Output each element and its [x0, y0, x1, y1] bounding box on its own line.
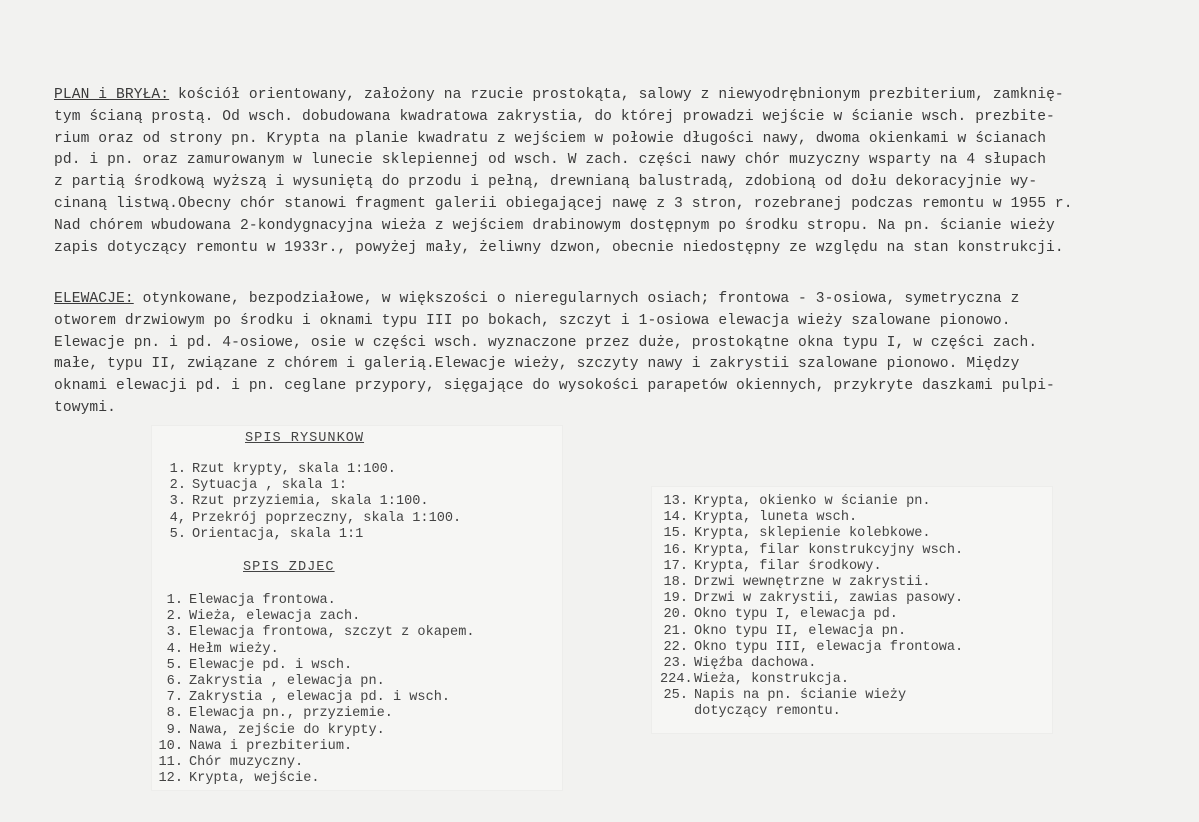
list-item [660, 704, 963, 720]
plan-text: pd. i pn. oraz zamurowanym w lunecie sklepiennej od wsch. W zach. części nawy chór muzyczny wsparty na 4 słupach [54, 152, 1047, 169]
list-item-text: Krypta, filar konstrukcyjny wsch. [694, 542, 964, 558]
list-item [158, 511, 461, 527]
list-item [155, 609, 475, 625]
list-item [155, 625, 475, 641]
list-item-number: 23. [663, 655, 688, 671]
list-item-text: Drzwi w zakrystii, zawias pasowy. [694, 591, 964, 607]
list-item-number: 25. [663, 688, 688, 704]
list-item [158, 478, 461, 494]
list-item-text: Krypta, filar środkowy. [694, 558, 882, 574]
elewacje-line [54, 311, 1184, 333]
list-item-number: 10. [158, 738, 183, 754]
plan-line [54, 129, 1184, 151]
plan-text: zapis dotyczący remontu w 1933r., powyżej mały, żeliwny dzwon, obecnie niedostępny ze względu na stan konstrukcji. [54, 239, 1064, 256]
elewacje-heading: ELEWACJE: [54, 291, 134, 307]
list-item-number: 4, [169, 510, 186, 526]
list-item [660, 624, 963, 640]
list-item [155, 755, 475, 771]
list-item-text: Orientacja, skala 1:1 [192, 526, 364, 542]
list-item-text: Przekrój poprzeczny, skala 1:100. [192, 510, 462, 526]
list-item-number: 13. [663, 494, 688, 509]
list-item-number: 1. [166, 593, 183, 608]
list-item [155, 690, 475, 706]
plan-line [54, 216, 1184, 238]
list-item-text: Okno typu III, elewacja frontowa. [694, 639, 964, 655]
list-item [155, 723, 475, 739]
list-item-number: 9. [166, 722, 183, 738]
elewacje-line [54, 354, 1184, 376]
list-item [660, 672, 963, 688]
list-item [660, 591, 963, 607]
elewacje-line [54, 398, 1184, 420]
elewacje-line [54, 376, 1184, 398]
list-item-number: 5. [166, 657, 183, 673]
list-item-text: Elewacja frontowa, szczyt z okapem. [189, 625, 475, 641]
plan-line [54, 85, 1184, 107]
list-item-text: Nawa i prezbiterium. [189, 738, 353, 754]
list-item-number: 15. [663, 526, 688, 542]
spis-zdjec-title: SPIS ZDJEC [243, 560, 335, 575]
plan-line [54, 172, 1184, 194]
plan-line [54, 107, 1184, 129]
list-item-number: 20. [663, 607, 688, 623]
list-item-number: 11. [158, 754, 183, 770]
list-item [155, 771, 475, 787]
list-item-number: 21. [663, 623, 688, 639]
spis-rysunkow-title: SPIS RYSUNKOW [245, 431, 365, 446]
list-item-number: 3. [169, 494, 186, 510]
list-item-text: Rzut przyziemia, skala 1:100. [192, 494, 429, 510]
list-item [155, 593, 475, 609]
list-item [155, 642, 475, 658]
list-item [155, 658, 475, 674]
list-item [158, 462, 461, 478]
list-item [158, 494, 461, 510]
list-item-text: Sytuacja , skala 1: [192, 478, 347, 494]
plan-line [54, 238, 1184, 260]
list-item-number: 2. [166, 609, 183, 625]
list-item [660, 656, 963, 672]
list-item-number: 22. [663, 639, 688, 655]
list-item [155, 674, 475, 690]
list-item-text: Nawa, zejście do krypty. [189, 722, 385, 738]
list-item-number: 8. [166, 706, 183, 722]
plan-text: z partią środkową wyższą i wysuniętą do przodu i pełną, drewnianą balustradą, zdobioną od dołu dekoracyjnie wy- [54, 174, 1038, 191]
list-item [660, 543, 963, 559]
plan-text: tym ścianą prostą. Od wsch. dobudowana kwadratowa zakrystia, do której prowadzi wejście w ścianie wsch. prezbite- [54, 108, 1055, 125]
plan-text: Nad chórem wbudowana 2-kondygnacyjna wieża z wejściem drabinowym dostępnym po środku stropu. Na pn. ścianie wieży [54, 217, 1055, 234]
elewacje-text: oknami elewacji pd. i pn. ceglane przypory, sięgające do wysokości parapetów okiennych, przykryte daszkami pulpi- [54, 378, 1055, 395]
list-item-text: Chór muzyczny. [189, 754, 304, 770]
list-item-text: Wieża, elewacja zach. [189, 609, 361, 625]
plan-paragraph [54, 85, 1184, 259]
list-item-number: 2. [169, 478, 186, 494]
list-item-text: Okno typu II, elewacja pn. [694, 623, 907, 639]
list-item-number: 1. [169, 462, 186, 477]
elewacje-line [54, 289, 1184, 311]
list-item-number: 18. [663, 574, 688, 590]
list-item-number: 7. [166, 690, 183, 706]
list-item-text: Krypta, wejście. [189, 771, 320, 787]
list-item [660, 575, 963, 591]
list-item-text: Zakrystia , elewacja pd. i wsch. [189, 690, 451, 706]
list-item-text: Wieża, konstrukcja. [694, 672, 849, 688]
elewacje-text: małe, typu II, związane z chórem i galerią.Elewacje wieży, szczyty nawy i zakrystii szalowane pionowo. Między [54, 356, 1020, 373]
list-item-number: 5. [169, 526, 186, 542]
list-item-number: 4. [166, 641, 183, 657]
list-item-text: Okno typu I, elewacja pd. [694, 607, 898, 623]
list-item-number: 16. [663, 542, 688, 558]
elewacje-text: towymi. [54, 399, 117, 416]
list-item-text: Krypta, luneta wsch. [694, 510, 858, 526]
list-item-text: dotyczący remontu. [694, 704, 841, 720]
list-item-number: 224. [660, 672, 693, 688]
list-item-text: Zakrystia , elewacja pn. [189, 673, 385, 689]
elewacje-line [54, 333, 1184, 355]
list-item-text: Elewacja pn., przyziemie. [189, 706, 393, 722]
list-item-text: Hełm wieży. [189, 641, 279, 657]
list-item-text: Rzut krypty, skala 1:100. [192, 462, 396, 477]
elewacje-text: otworem drzwiowym po środku i oknami typu III po bokach, szczyt i 1-osiowa elewacja wieży szalowane pionowo. [54, 312, 1011, 329]
plan-text: cinaną listwą.Obecny chór stanowi fragment galerii obiegającej nawę z 3 stron, rozebranej podczas remontu w 1955 r. [54, 195, 1073, 212]
plan-heading: PLAN i BRYŁA: [54, 87, 170, 103]
plan-line [54, 150, 1184, 172]
list-item-number: 14. [663, 510, 688, 526]
list-item-text: Elewacja frontowa. [189, 593, 336, 608]
list-item [660, 510, 963, 526]
list-item [155, 739, 475, 755]
list-item-text: Elewacje pd. i wsch. [189, 657, 353, 673]
list-item-text: Drzwi wewnętrzne w zakrystii. [694, 574, 931, 590]
spis-zdjec-list [155, 593, 475, 787]
spis-zdjec-list-continued [660, 494, 963, 721]
list-item-number: 3. [166, 625, 183, 641]
plan-text: kościół orientowany, założony na rzucie prostokąta, salowy z niewyodrębnionym prezbiterium, zamknię- [169, 87, 1064, 103]
list-item [660, 607, 963, 623]
list-item [660, 688, 963, 704]
list-item-number: 19. [663, 591, 688, 607]
list-item [660, 640, 963, 656]
list-item [660, 559, 963, 575]
elewacje-text: otynkowane, bezpodziałowe, w większości o nieregularnych osiach; frontowa - 3-osiowa, symetryczna z [133, 291, 1020, 307]
list-item-text: Napis na pn. ścianie wieży [694, 688, 907, 704]
spis-rysunkow-list [158, 462, 461, 543]
plan-text: rium oraz od strony pn. Krypta na planie kwadratu z wejściem w połowie długości nawy, dwoma okienkami w ścianach [54, 130, 1047, 147]
plan-line [54, 194, 1184, 216]
list-item-number: 6. [166, 673, 183, 689]
list-item [155, 706, 475, 722]
elewacje-text: Elewacje pn. i pd. 4-osiowe, osie w części wsch. wyznaczone przez duże, prostokątne okna typu I, w części zach. [54, 334, 1038, 351]
list-item-text: Krypta, okienko w ścianie pn. [694, 494, 931, 509]
list-item [660, 526, 963, 542]
list-item-number: 17. [663, 558, 688, 574]
list-item-number: 12. [158, 771, 183, 787]
list-item-text: Więźba dachowa. [694, 655, 817, 671]
elewacje-paragraph [54, 289, 1184, 420]
list-item [660, 494, 963, 510]
list-item-text: Krypta, sklepienie kolebkowe. [694, 526, 931, 542]
list-item [158, 527, 461, 543]
